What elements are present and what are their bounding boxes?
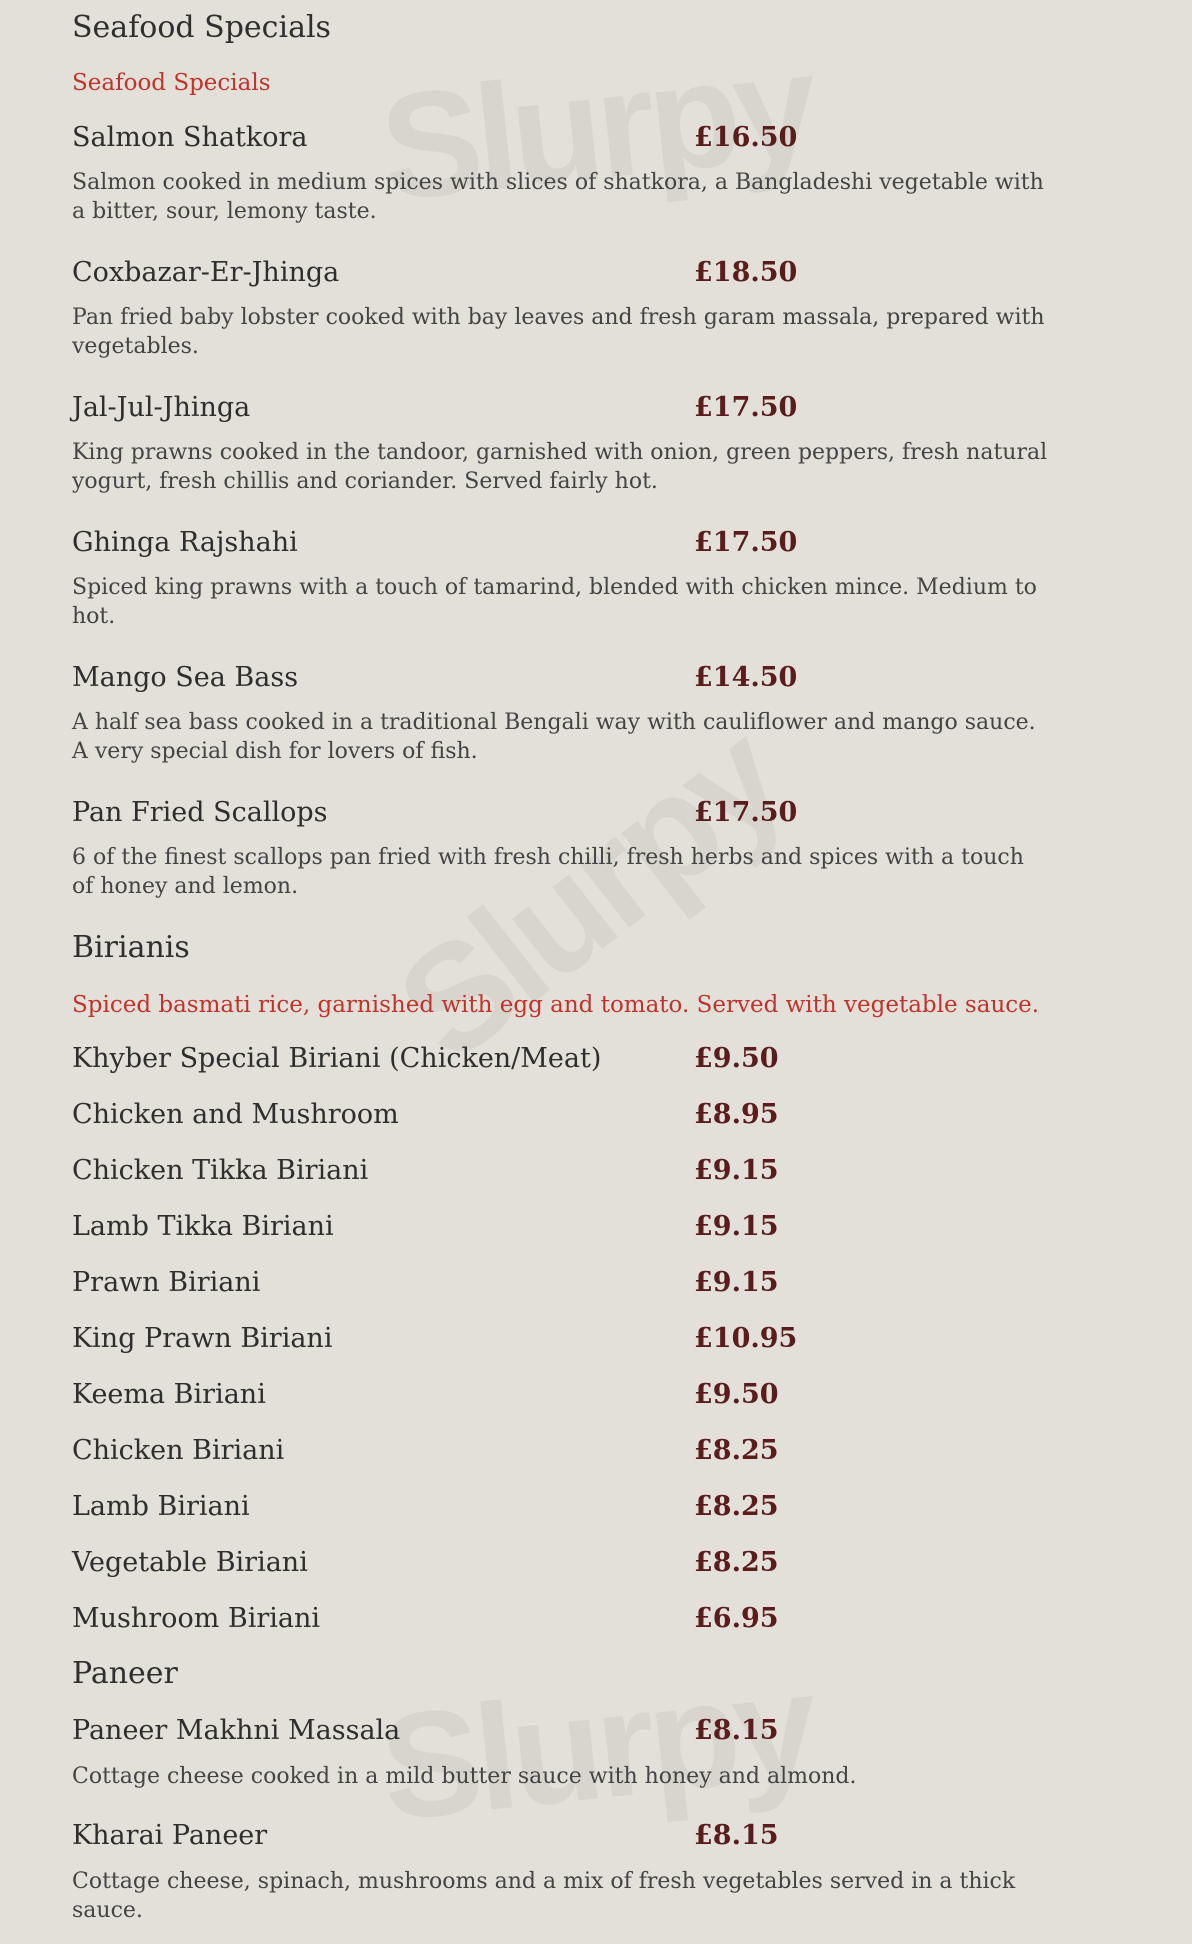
menu-item-price: £8.15 [694,1820,779,1851]
menu-item-price: £9.15 [694,1267,779,1298]
menu-item-name: Lamb Tikka Biriani [72,1211,334,1242]
menu-item-desc: Salmon cooked in medium spices with slices of shatkora, a Bangladeshi vegetable with a bitter, sour, lemony taste. [72,170,1044,224]
menu-item-desc: A half sea bass cooked in a traditional Bengali way with cauliflower and mango sauce. A very special dish for lovers of fish. [72,710,1036,764]
menu-item-name: Paneer Makhni Massala [72,1715,401,1746]
menu-item-desc: Cottage cheese cooked in a mild butter sauce with honey and almond. [72,1764,857,1789]
menu-item-name: Mango Sea Bass [72,662,299,693]
menu-item-price: £16.50 [694,122,798,153]
menu-item-price: £6.95 [694,1603,779,1634]
menu-item-name: Coxbazar-Er-Jhinga [72,257,340,288]
menu-item-name: Keema Biriani [72,1379,266,1410]
menu-item-price: £17.50 [694,527,798,558]
menu-item-price: £9.15 [694,1155,779,1186]
menu-item-price: £9.50 [694,1043,779,1074]
menu-item-price: £14.50 [694,662,798,693]
menu-item-name: Ghinga Rajshahi [72,527,298,558]
menu-item-name: Chicken Biriani [72,1435,285,1466]
menu-item-name: Mushroom Biriani [72,1603,321,1634]
menu-item-desc: Cottage cheese, spinach, mushrooms and a mix of fresh vegetables served in a thick sauce. [72,1869,1016,1923]
menu-item-price: £9.50 [694,1379,779,1410]
menu-item-price: £8.25 [694,1435,779,1466]
menu-item-name: Kharai Paneer [72,1820,268,1851]
watermark-logo [289,9,911,310]
menu-item-desc: King prawns cooked in the tandoor, garnished with onion, green peppers, fresh natural yogurt, fresh chillis and coriander. Served fairly hot. [72,440,1048,494]
section-title: Seafood Specials [72,10,331,45]
menu-item-name: Pan Fried Scallops [72,797,328,828]
menu-item-desc: Pan fried baby lobster cooked with bay leaves and fresh garam massala, prepared with vegetables. [72,305,1045,359]
menu-item-name: Chicken Tikka Biriani [72,1155,369,1186]
menu-item-desc: 6 of the finest scallops pan fried with fresh chilli, fresh herbs and spices with a touch of honey and lemon. [72,845,1024,899]
menu-item-price: £8.25 [694,1547,779,1578]
menu-item-name: Lamb Biriani [72,1491,250,1522]
menu-item-price: £17.50 [694,392,798,423]
menu-item-price: £10.95 [694,1323,798,1354]
menu-item-name: Jal-Jul-Jhinga [72,392,251,423]
section-title: Birianis [72,930,190,965]
menu-item-name: Vegetable Biriani [72,1547,308,1578]
section-note: Spiced basmati rice, garnished with egg and tomato. Served with vegetable sauce. [72,992,1040,1018]
menu-item-price: £8.25 [694,1491,779,1522]
menu-item-price: £17.50 [694,797,798,828]
menu-item-price: £18.50 [694,257,798,288]
menu-item-name: King Prawn Biriani [72,1323,333,1354]
menu-item-name: Prawn Biriani [72,1267,261,1298]
menu-item-name: Khyber Special Biriani (Chicken/Meat) [72,1043,602,1074]
section-title: Paneer [72,1656,178,1691]
menu-item-price: £8.95 [694,1099,779,1130]
section-note: Seafood Specials [72,70,271,96]
menu-item-price: £9.15 [694,1211,779,1242]
menu-item-price: £8.15 [694,1715,779,1746]
menu-item-desc: Spiced king prawns with a touch of tamarind, blended with chicken mince. Medium to hot. [72,575,1037,629]
menu-item-name: Salmon Shatkora [72,122,308,153]
menu-item-name: Chicken and Mushroom [72,1099,399,1130]
